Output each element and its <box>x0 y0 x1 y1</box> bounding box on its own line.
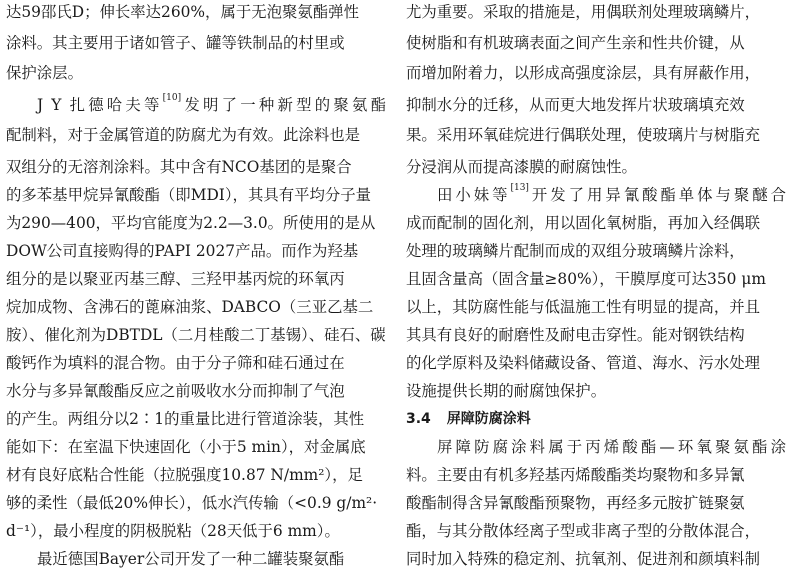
text-line: 组分的是以聚亚丙基三醇、三羟甲基丙烷的环氧丙 <box>6 270 345 288</box>
text-line: 水分与多异氰酸酯反应之前吸收水分而抑制了气泡 <box>6 382 345 400</box>
text-line: 胺）、催化剂为DBTDL（二月桂酸二丁基锡）、硅石、碳 <box>6 326 386 344</box>
reference-marker: [10] <box>162 92 182 103</box>
text-line: d⁻¹），最小程度的阴极脱粘（28天低于6 mm）。 <box>6 522 340 540</box>
text-line: 抑制水分的迁移，从而更大地发挥片状玻璃填充效 <box>406 96 745 114</box>
author-text: 田小妹等 <box>437 186 511 204</box>
text-line: 果。采用环氧硅烷进行偶联处理，使玻璃片与树脂充 <box>406 126 760 144</box>
paragraph-first-line <box>437 182 786 204</box>
text-line: 能如下：在室温下快速固化（小于5 min），对金属底 <box>6 438 366 456</box>
text-line: 最近德国Bayer公司开发了一种二罐装聚氨酯 <box>37 550 345 568</box>
text-line: 保护涂层。 <box>6 64 83 82</box>
section-heading <box>406 410 531 428</box>
section-number: 3.4 <box>406 411 431 427</box>
author-text: J Y 扎德哈夫等 <box>37 96 163 114</box>
text-line: 涂料。其主要用于诸如管子、罐等铁制品的村里或 <box>6 34 345 52</box>
text-line: 配制料，对于金属管道的防腐尤为有效。此涂料也是 <box>6 126 360 144</box>
text-line: 双组分的无溶剂涂料。其中含有NCO基团的是聚合 <box>6 158 352 176</box>
text-line: 同时加入特殊的稳定剂、抗氧剂、促进剂和颜填料制 <box>406 550 760 568</box>
text-line: 设施提供长期的耐腐蚀保护。 <box>406 382 607 400</box>
text-line: 其具有良好的耐磨性及耐电击穿性。能对钢铁结构 <box>406 326 745 344</box>
text-line: 以上，其防腐性能与低温施工性有明显的提高，并且 <box>406 298 760 316</box>
text-line: 分浸润从而提高漆膜的耐腐蚀性。 <box>406 158 637 176</box>
text-line: 且固含量高（固含量≥80%），干膜厚度可达350 μm <box>406 270 766 288</box>
section-title: 屏障防腐涂料 <box>446 411 531 427</box>
text-line: 材有良好底粘合性能（拉脱强度10.87 N/mm²），足 <box>6 466 363 484</box>
text-line: 处理的玻璃鳞片配制而成的双组分玻璃鳞片涂料， <box>406 242 745 260</box>
text-line: 料。主要由有机多羟基丙烯酸酯类均聚物和多异氰 <box>406 466 745 484</box>
text-line: 尤为重要。采取的措施是，用偶联剂处理玻璃鳞片， <box>406 3 760 21</box>
text-line: 的产生。两组分以2∶1的重量比进行管道涂装，其性 <box>6 410 365 428</box>
text-line: 烷加成物、含沸石的蓖麻油浆、DABCO（三亚乙基二 <box>6 298 374 316</box>
text-line: 达59邵氏D；伸长率达260%，属于无泡聚氨酯弹性 <box>6 3 359 21</box>
text-span: 发明了一种新型的聚氨酯 <box>181 96 386 114</box>
text-line: 使树脂和有机玻璃表面之间产生亲和性共价键，从 <box>406 34 745 52</box>
text-line: 酸钙作为填料的混合物。由于分子筛和硅石通过在 <box>6 354 345 372</box>
paragraph-first-line <box>37 92 386 114</box>
text-line: 酯，与其分散体经离子型或非离子型的分散体混合， <box>406 522 760 540</box>
text-line: 屏障防腐涂料属于丙烯酸酯—环氧聚氨酯涂 <box>437 438 786 456</box>
text-line: 的化学原料及染料储藏设备、管道、海水、污水处理 <box>406 354 760 372</box>
text-line: 而增加附着力，以形成高强度涂层，具有屏蔽作用， <box>406 64 760 82</box>
text-line: 酸酯制得含异氰酸酯预聚物，再经多元胺扩链聚氨 <box>406 494 745 512</box>
text-line: 成而配制的固化剂，用以固化氧树脂，再加入经偶联 <box>406 214 760 232</box>
text-line: 的多苯基甲烷异氰酸酯（即MDI），其具有平均分子量 <box>6 186 372 204</box>
text-line: 够的柔性（最低20%伸长），低水汽传输（<0.9 g/m²· <box>6 494 378 512</box>
reference-marker: [13] <box>510 182 529 193</box>
text-line: DOW公司直接购得的PAPI 2027产品。而作为羟基 <box>6 242 359 260</box>
left-column <box>6 0 386 568</box>
text-line: 为290—400，平均官能度为2.2—3.0。所使用的是从 <box>6 214 376 232</box>
text-span: 开发了用异氰酸酯单体与聚醚合 <box>528 186 786 204</box>
right-column <box>406 0 786 568</box>
